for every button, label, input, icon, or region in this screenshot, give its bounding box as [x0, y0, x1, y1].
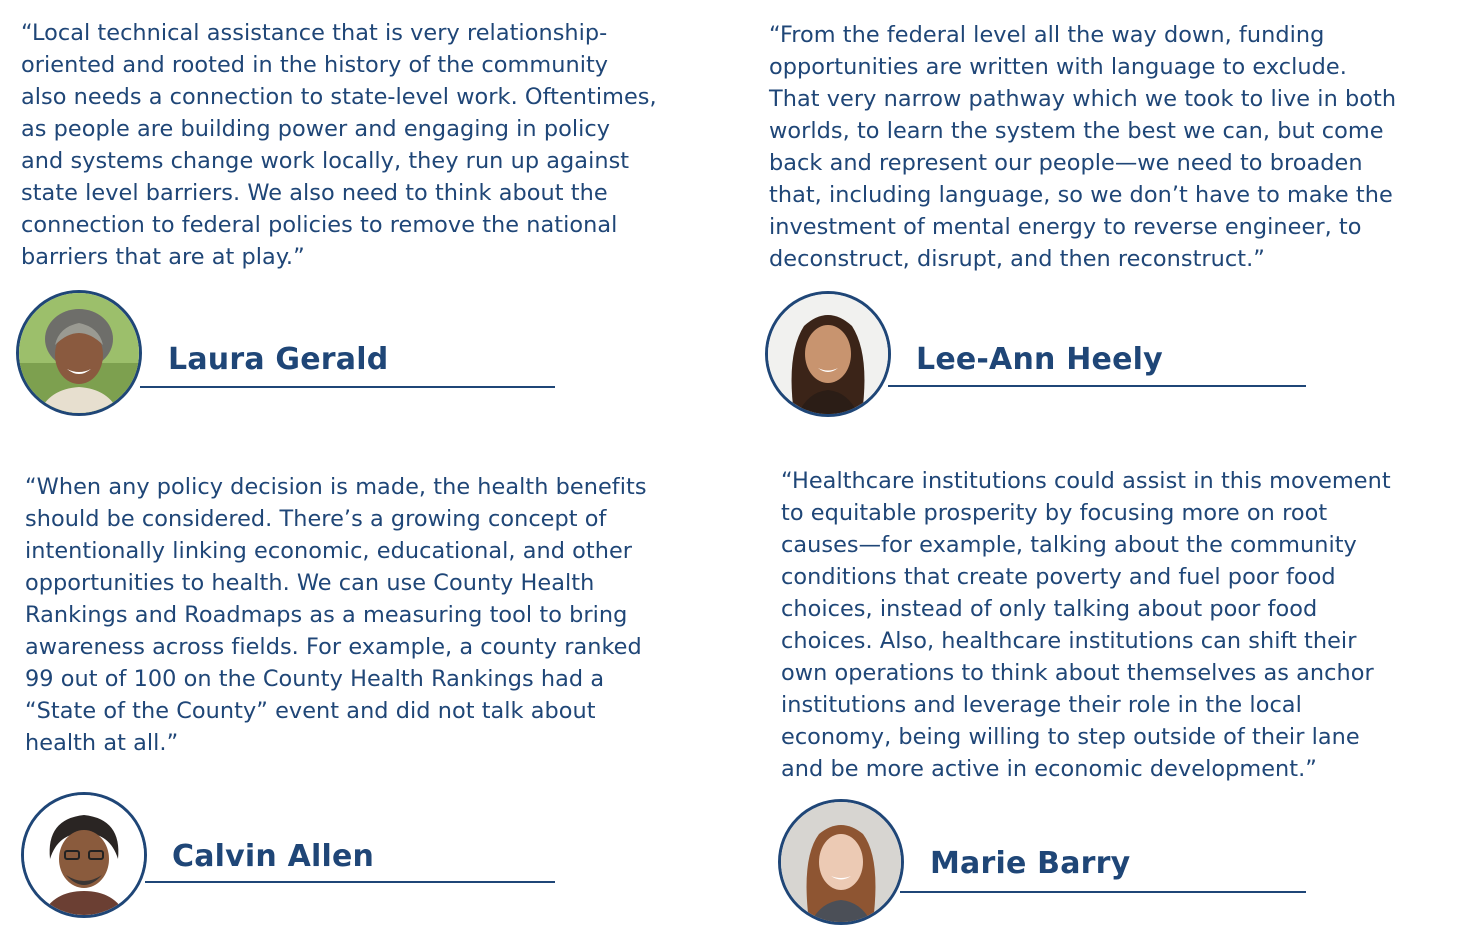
name-underline — [900, 891, 1306, 893]
quote-marie-barry: “Healthcare institutions could assist in this movement to equitable prosperity by focusing more on root causes—for example, talking about the community conditions that create poverty and fuel poor food choices, instead of only talking about poor food choices. Also, healthcare institutions can shift their own operations to think about themselves as anchor institutions and leverage their role in the local economy, being willing to step outside of their lane and be more active in economic development.” — [781, 468, 1391, 782]
name-marie-barry: Marie Barry — [930, 846, 1131, 881]
portrait-photo-icon — [24, 795, 144, 915]
quote-lee-ann-heely: “From the federal level all the way down, funding opportunities are written with language to exclude. That very narrow pathway which we took to live in both worlds, to learn the system the best we can, but come back and represent our people—we need to broaden that, including language, so we don’t have to make the investment of mental energy to reverse engineer, to deconstruct, disrupt, and then reconstruct.” — [769, 22, 1397, 272]
name-underline — [145, 881, 555, 883]
portrait-marie-barry — [778, 799, 904, 925]
name-laura-gerald: Laura Gerald — [168, 342, 389, 377]
name-underline — [888, 385, 1306, 387]
portrait-photo-icon — [768, 294, 888, 414]
name-calvin-allen: Calvin Allen — [172, 839, 375, 874]
portrait-laura-gerald — [16, 290, 142, 416]
portrait-photo-icon — [781, 802, 901, 922]
quote-laura-gerald: “Local technical assistance that is very relationship- oriented and rooted in the history of the community also needs a connection to state-level work. Oftentimes, as people are building power and engaging in policy and systems change work locally, they run up against state level barriers. We also need to think about the connection to federal policies to remove the national barriers that are at play.” — [21, 20, 657, 270]
portrait-photo-icon — [19, 293, 139, 413]
quote-calvin-allen: “When any policy decision is made, the health benefits should be considered. There’s a growing concept of intentionally linking economic, educational, and other opportunities to health. We can use County Health Rankings and Roadmaps as a measuring tool to bring awareness across fields. For example, a county ranked 99 out of 100 on the County Health Rankings had a “State of the County” event and did not talk about health at all.” — [25, 474, 647, 756]
name-lee-ann-heely: Lee-Ann Heely — [916, 342, 1163, 377]
portrait-calvin-allen — [21, 792, 147, 918]
name-underline — [140, 386, 555, 388]
portrait-lee-ann-heely — [765, 291, 891, 417]
